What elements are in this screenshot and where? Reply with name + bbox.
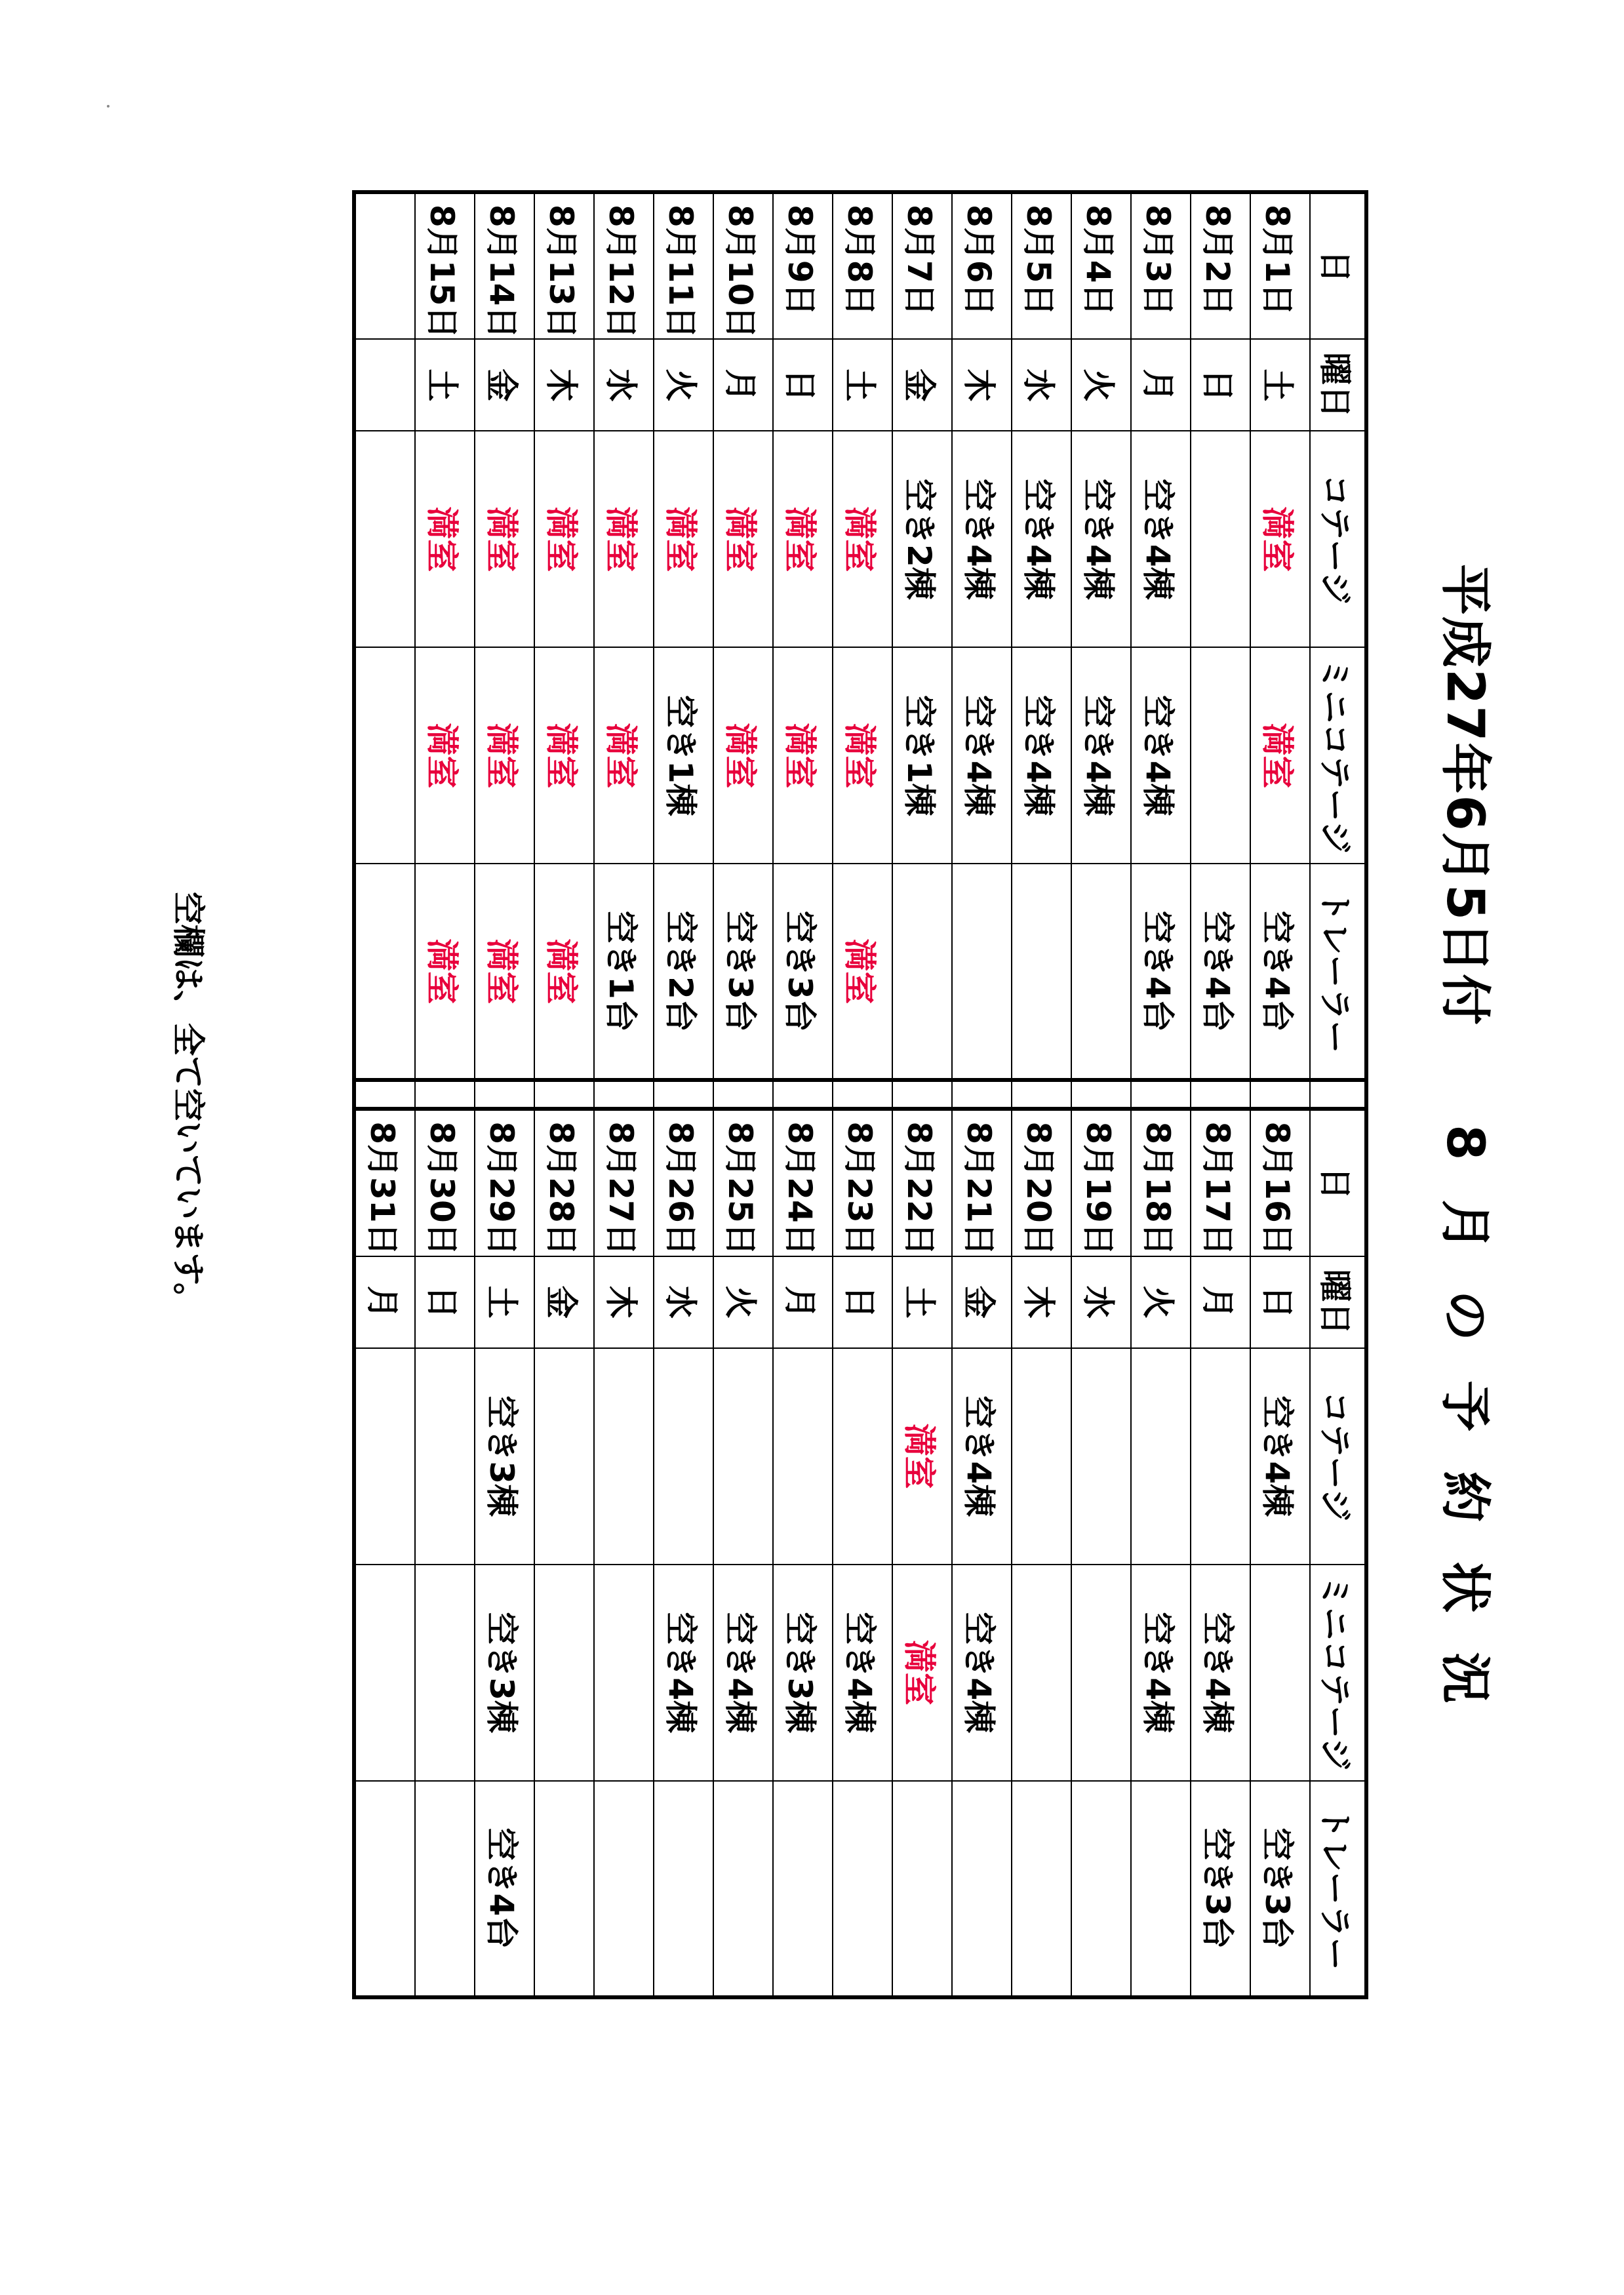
header-trailer-right: トレーラー <box>1310 1781 1366 1997</box>
left-trailer-cell <box>952 864 1012 1080</box>
right-cottage-cell <box>654 1348 713 1565</box>
left-cottage-cell: 満室 <box>1250 431 1310 647</box>
column-separator <box>475 1080 534 1109</box>
left-cottage-cell: 満室 <box>654 431 713 647</box>
left-mini-cottage-cell: 空き4棟 <box>1131 647 1191 864</box>
right-trailer-cell <box>654 1781 713 1997</box>
right-mini-cottage-cell: 空き4棟 <box>1191 1565 1250 1781</box>
right-mini-cottage-cell: 空き4棟 <box>952 1565 1012 1781</box>
table-row <box>354 192 415 1997</box>
left-weekday-cell: 日 <box>1191 339 1250 431</box>
column-separator <box>534 1080 594 1109</box>
column-separator <box>952 1080 1012 1109</box>
left-mini-cottage-cell: 満室 <box>773 647 833 864</box>
right-trailer-cell <box>534 1781 594 1997</box>
right-date-cell: 8月28日 <box>534 1109 594 1256</box>
left-date-cell: 8月1日 <box>1250 192 1310 339</box>
left-date-cell: 8月2日 <box>1191 192 1250 339</box>
table-row <box>713 192 773 1997</box>
table-row <box>1071 192 1131 1997</box>
header-cottage-left: コテージ <box>1310 431 1366 647</box>
right-date-cell: 8月16日 <box>1250 1109 1310 1256</box>
right-cottage-cell <box>833 1348 892 1565</box>
left-date-cell: 8月9日 <box>773 192 833 339</box>
right-cottage-cell: 空き4棟 <box>1250 1348 1310 1565</box>
left-weekday-cell: 月 <box>1131 339 1191 431</box>
left-weekday-cell: 金 <box>475 339 534 431</box>
right-weekday-cell: 水 <box>654 1256 713 1348</box>
right-date-cell: 8月20日 <box>1012 1109 1071 1256</box>
left-weekday-cell: 金 <box>892 339 952 431</box>
left-weekday-cell: 火 <box>654 339 713 431</box>
right-trailer-cell <box>1131 1781 1191 1997</box>
header-date-left: 日 <box>1310 192 1366 339</box>
left-trailer-cell: 空き3台 <box>713 864 773 1080</box>
right-trailer-cell <box>594 1781 654 1997</box>
left-cottage-cell: 空き4棟 <box>1012 431 1071 647</box>
right-weekday-cell: 月 <box>354 1256 415 1348</box>
left-date-cell: 8月5日 <box>1012 192 1071 339</box>
left-cottage-cell: 満室 <box>833 431 892 647</box>
right-date-cell: 8月31日 <box>354 1109 415 1256</box>
column-separator <box>1071 1080 1131 1109</box>
left-mini-cottage-cell: 空き4棟 <box>1012 647 1071 864</box>
left-cottage-cell: 空き4棟 <box>952 431 1012 647</box>
right-trailer-cell: 空き3台 <box>1250 1781 1310 1997</box>
table-row <box>534 192 594 1997</box>
left-weekday-cell: 日 <box>773 339 833 431</box>
header-cottage-right: コテージ <box>1310 1348 1366 1565</box>
table-row <box>833 192 892 1997</box>
left-mini-cottage-cell: 満室 <box>833 647 892 864</box>
left-mini-cottage-cell: 満室 <box>534 647 594 864</box>
left-date-cell: 8月8日 <box>833 192 892 339</box>
left-date-cell: 8月7日 <box>892 192 952 339</box>
right-weekday-cell: 火 <box>1131 1256 1191 1348</box>
right-weekday-cell: 日 <box>833 1256 892 1348</box>
right-mini-cottage-cell <box>1071 1565 1131 1781</box>
left-date-cell: 8月12日 <box>594 192 654 339</box>
table-row <box>952 192 1012 1997</box>
footnote: 空欄は、全て空いています。 <box>169 892 207 1315</box>
left-weekday-cell: 土 <box>1250 339 1310 431</box>
table-row <box>1131 192 1191 1997</box>
right-trailer-cell <box>1012 1781 1071 1997</box>
left-trailer-cell: 空き4台 <box>1250 864 1310 1080</box>
right-mini-cottage-cell <box>594 1565 654 1781</box>
reservation-table <box>352 190 1368 1999</box>
right-trailer-cell <box>952 1781 1012 1997</box>
left-cottage-cell: 満室 <box>594 431 654 647</box>
left-weekday-cell: 水 <box>1012 339 1071 431</box>
table-row <box>1191 192 1250 1997</box>
right-mini-cottage-cell: 空き4棟 <box>713 1565 773 1781</box>
right-date-cell: 8月22日 <box>892 1109 952 1256</box>
left-trailer-cell <box>892 864 952 1080</box>
right-trailer-cell <box>713 1781 773 1997</box>
left-date-cell: 8月6日 <box>952 192 1012 339</box>
left-trailer-cell: 空き2台 <box>654 864 713 1080</box>
right-weekday-cell: 日 <box>1250 1256 1310 1348</box>
column-separator <box>354 1080 415 1109</box>
column-separator <box>1191 1080 1250 1109</box>
table-row <box>773 192 833 1997</box>
table-row <box>1012 192 1071 1997</box>
column-separator <box>713 1080 773 1109</box>
right-cottage-cell: 空き4棟 <box>952 1348 1012 1565</box>
right-trailer-cell <box>1071 1781 1131 1997</box>
right-weekday-cell: 月 <box>773 1256 833 1348</box>
right-mini-cottage-cell <box>1012 1565 1071 1781</box>
right-cottage-cell: 満室 <box>892 1348 952 1565</box>
right-date-cell: 8月24日 <box>773 1109 833 1256</box>
left-cottage-cell: 空き4棟 <box>1071 431 1131 647</box>
right-date-cell: 8月21日 <box>952 1109 1012 1256</box>
left-mini-cottage-cell: 満室 <box>594 647 654 864</box>
right-weekday-cell: 日 <box>415 1256 475 1348</box>
right-trailer-cell <box>833 1781 892 1997</box>
right-weekday-cell: 木 <box>1012 1256 1071 1348</box>
left-trailer-cell <box>1012 864 1071 1080</box>
left-cottage-cell: 満室 <box>713 431 773 647</box>
left-trailer-cell: 空き4台 <box>1191 864 1250 1080</box>
left-mini-cottage-cell: 空き4棟 <box>1071 647 1131 864</box>
left-weekday-cell: 木 <box>952 339 1012 431</box>
left-weekday-cell: 土 <box>415 339 475 431</box>
column-separator <box>833 1080 892 1109</box>
right-date-cell: 8月30日 <box>415 1109 475 1256</box>
left-date-cell: 8月15日 <box>415 192 475 339</box>
left-trailer-cell <box>354 864 415 1080</box>
left-weekday-cell: 土 <box>833 339 892 431</box>
column-separator <box>1310 1080 1366 1109</box>
right-mini-cottage-cell: 満室 <box>892 1565 952 1781</box>
right-cottage-cell <box>1131 1348 1191 1565</box>
left-cottage-cell <box>354 431 415 647</box>
right-date-cell: 8月26日 <box>654 1109 713 1256</box>
left-weekday-cell <box>354 339 415 431</box>
right-cottage-cell <box>1071 1348 1131 1565</box>
table-row <box>654 192 713 1997</box>
right-weekday-cell: 土 <box>892 1256 952 1348</box>
left-cottage-cell: 満室 <box>475 431 534 647</box>
left-cottage-cell <box>1191 431 1250 647</box>
left-date-cell <box>354 192 415 339</box>
right-date-cell: 8月23日 <box>833 1109 892 1256</box>
header-row <box>1310 192 1366 1997</box>
right-weekday-cell: 水 <box>1071 1256 1131 1348</box>
right-mini-cottage-cell: 空き4棟 <box>833 1565 892 1781</box>
left-trailer-cell: 満室 <box>833 864 892 1080</box>
column-separator <box>773 1080 833 1109</box>
left-trailer-cell: 満室 <box>475 864 534 1080</box>
header-date-right: 日 <box>1310 1109 1366 1256</box>
left-date-cell: 8月3日 <box>1131 192 1191 339</box>
table-body <box>354 192 1310 1997</box>
right-mini-cottage-cell: 空き4棟 <box>1131 1565 1191 1781</box>
title-subject: 8月の予約状況 <box>1435 1125 1494 1705</box>
column-separator <box>1131 1080 1191 1109</box>
table-row <box>1250 192 1310 1997</box>
left-trailer-cell <box>1071 864 1131 1080</box>
left-cottage-cell: 満室 <box>415 431 475 647</box>
left-date-cell: 8月11日 <box>654 192 713 339</box>
right-cottage-cell <box>415 1348 475 1565</box>
left-mini-cottage-cell <box>354 647 415 864</box>
right-trailer-cell: 空き4台 <box>475 1781 534 1997</box>
right-mini-cottage-cell <box>354 1565 415 1781</box>
right-mini-cottage-cell <box>415 1565 475 1781</box>
right-trailer-cell <box>415 1781 475 1997</box>
left-mini-cottage-cell: 空き1棟 <box>654 647 713 864</box>
right-mini-cottage-cell: 空き4棟 <box>654 1565 713 1781</box>
left-mini-cottage-cell: 満室 <box>475 647 534 864</box>
left-date-cell: 8月13日 <box>534 192 594 339</box>
right-weekday-cell: 金 <box>952 1256 1012 1348</box>
left-cottage-cell: 空き2棟 <box>892 431 952 647</box>
left-mini-cottage-cell: 満室 <box>713 647 773 864</box>
right-date-cell: 8月25日 <box>713 1109 773 1256</box>
column-separator <box>594 1080 654 1109</box>
left-cottage-cell: 満室 <box>534 431 594 647</box>
title-date: 平成27年6月5日付 <box>1435 564 1494 1027</box>
right-cottage-cell: 空き3棟 <box>475 1348 534 1565</box>
left-trailer-cell: 空き3台 <box>773 864 833 1080</box>
header-trailer-left: トレーラー <box>1310 864 1366 1080</box>
right-mini-cottage-cell <box>534 1565 594 1781</box>
right-weekday-cell: 月 <box>1191 1256 1250 1348</box>
right-weekday-cell: 木 <box>594 1256 654 1348</box>
left-weekday-cell: 月 <box>713 339 773 431</box>
right-cottage-cell <box>594 1348 654 1565</box>
left-weekday-cell: 水 <box>594 339 654 431</box>
right-date-cell: 8月19日 <box>1071 1109 1131 1256</box>
left-trailer-cell: 空き4台 <box>1131 864 1191 1080</box>
right-weekday-cell: 金 <box>534 1256 594 1348</box>
right-cottage-cell <box>1012 1348 1071 1565</box>
right-cottage-cell <box>1191 1348 1250 1565</box>
right-trailer-cell <box>773 1781 833 1997</box>
left-mini-cottage-cell: 空き1棟 <box>892 647 952 864</box>
page-title <box>1433 564 1506 1742</box>
header-mini-cottage-right: ミニコテージ <box>1310 1565 1366 1781</box>
right-trailer-cell: 空き3台 <box>1191 1781 1250 1997</box>
left-mini-cottage-cell: 満室 <box>415 647 475 864</box>
right-date-cell: 8月17日 <box>1191 1109 1250 1256</box>
left-mini-cottage-cell <box>1191 647 1250 864</box>
left-trailer-cell: 満室 <box>415 864 475 1080</box>
right-date-cell: 8月18日 <box>1131 1109 1191 1256</box>
right-weekday-cell: 火 <box>713 1256 773 1348</box>
right-cottage-cell <box>534 1348 594 1565</box>
right-weekday-cell: 土 <box>475 1256 534 1348</box>
left-weekday-cell: 木 <box>534 339 594 431</box>
scan-speck <box>107 105 109 108</box>
left-trailer-cell: 空き1台 <box>594 864 654 1080</box>
column-separator <box>415 1080 475 1109</box>
left-mini-cottage-cell: 空き4棟 <box>952 647 1012 864</box>
table-row <box>594 192 654 1997</box>
right-cottage-cell <box>773 1348 833 1565</box>
left-weekday-cell: 火 <box>1071 339 1131 431</box>
right-trailer-cell <box>354 1781 415 1997</box>
right-cottage-cell <box>354 1348 415 1565</box>
table-row <box>415 192 475 1997</box>
header-weekday-left: 曜日 <box>1310 339 1366 431</box>
right-mini-cottage-cell: 空き3棟 <box>773 1565 833 1781</box>
column-separator <box>1250 1080 1310 1109</box>
table-row <box>892 192 952 1997</box>
right-mini-cottage-cell <box>1250 1565 1310 1781</box>
column-separator <box>654 1080 713 1109</box>
left-cottage-cell: 空き4棟 <box>1131 431 1191 647</box>
column-separator <box>1012 1080 1071 1109</box>
left-date-cell: 8月14日 <box>475 192 534 339</box>
header-weekday-right: 曜日 <box>1310 1256 1366 1348</box>
header-mini-cottage-left: ミニコテージ <box>1310 647 1366 864</box>
left-mini-cottage-cell: 満室 <box>1250 647 1310 864</box>
left-cottage-cell: 満室 <box>773 431 833 647</box>
left-date-cell: 8月10日 <box>713 192 773 339</box>
right-trailer-cell <box>892 1781 952 1997</box>
column-separator <box>892 1080 952 1109</box>
right-cottage-cell <box>713 1348 773 1565</box>
right-date-cell: 8月27日 <box>594 1109 654 1256</box>
left-date-cell: 8月4日 <box>1071 192 1131 339</box>
right-date-cell: 8月29日 <box>475 1109 534 1256</box>
table-row <box>475 192 534 1997</box>
left-trailer-cell: 満室 <box>534 864 594 1080</box>
right-mini-cottage-cell: 空き3棟 <box>475 1565 534 1781</box>
